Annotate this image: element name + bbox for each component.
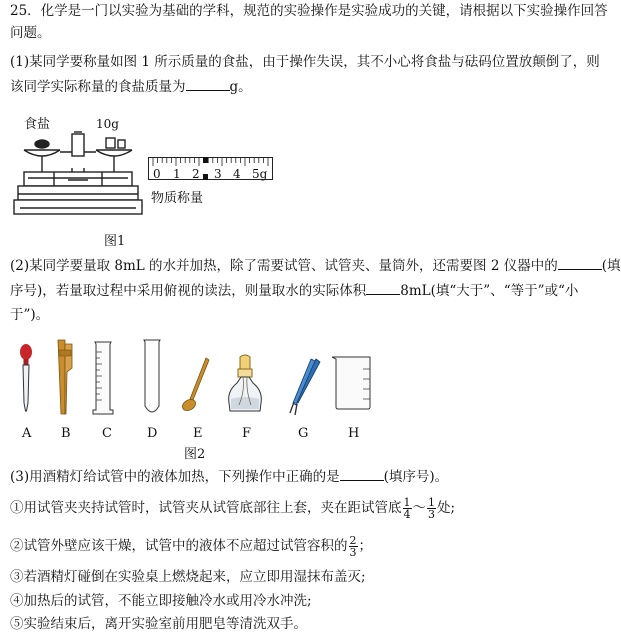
ruler-number-2: 2 <box>192 167 200 181</box>
test-tube-icon <box>141 338 163 418</box>
figure1-caption: 图1 <box>104 234 126 249</box>
question-line-1: 25．化学是一门以实验为基础的学科，规范的实验操作是实验成功的关键，请根据以下实验操作回答 <box>10 3 608 19</box>
part3-answer-blank[interactable] <box>340 466 384 481</box>
figure2-caption: 图2 <box>184 447 206 462</box>
fraction-denominator: 3 <box>428 508 435 521</box>
option-1-tilde: ～ <box>412 500 426 516</box>
fraction-one-quarter <box>403 497 412 520</box>
fraction-one-third <box>427 497 436 520</box>
salt-label: 食盐 <box>24 117 51 132</box>
balance-illustration <box>14 128 144 220</box>
part1-text-before: 该同学实际称量的食盐质量为 <box>10 79 186 95</box>
instrument-label-f: F <box>242 426 252 441</box>
option-1 <box>10 497 600 520</box>
instrument-label-e: E <box>193 426 203 441</box>
instrument-label-c: C <box>102 426 112 441</box>
ruler-number-5g: 5g <box>252 167 268 181</box>
part1-answer-blank[interactable] <box>186 76 230 91</box>
instrument-label-b: B <box>61 426 71 441</box>
part2-text-2: (填 <box>601 258 621 274</box>
beaker-icon <box>330 353 374 411</box>
part1-text-after: g。 <box>229 79 252 95</box>
ruler-caption: 物质称量 <box>151 191 204 206</box>
fraction-numerator: 1 <box>403 496 411 509</box>
option-1-text: ①用试管夹夹持试管时，试管夹从试管底部往上套，夹在距试管底 <box>10 500 402 516</box>
option-2 <box>10 535 600 558</box>
part2-line-2 <box>10 280 600 302</box>
question-line-2: 问题。 <box>10 25 51 41</box>
ruler-number-4: 4 <box>233 167 241 181</box>
instrument-label-a: A <box>22 426 32 441</box>
part2-answer-blank-1[interactable] <box>558 255 602 270</box>
graduated-cylinder-icon <box>91 340 115 416</box>
dropper-icon <box>17 343 35 413</box>
medicine-spoon-icon <box>181 356 211 416</box>
ruler-number-0: 0 <box>153 167 161 181</box>
instrument-label-g: G <box>298 426 309 441</box>
part2-line-1 <box>10 255 621 277</box>
crucible-tongs-icon <box>286 357 322 417</box>
part1-line-2 <box>10 76 600 98</box>
part2-text-4: 8mL(填“大于”、“等于”或“小 <box>400 283 579 299</box>
part3-line-1 <box>10 466 600 488</box>
fraction-numerator: 2 <box>349 534 357 547</box>
fraction-denominator: 4 <box>403 508 411 521</box>
part2-text-1: (2)某同学要量取 8mL 的水并加热，除了需要试管、试管夹、量筒外，还需要图 2 仪器中的 <box>10 258 558 274</box>
option-2-end: ； <box>358 538 372 554</box>
part1-line-1: (1)某同学要称量如图 1 所示质量的食盐，由于操作失误，其不小心将食盐与砝码位置放颠倒了，则 <box>10 54 600 70</box>
part2-answer-blank-2[interactable] <box>366 280 400 295</box>
fraction-numerator: 1 <box>428 496 435 509</box>
part2-line-3: 于”)。 <box>10 307 50 323</box>
part3-text-1: (3)用酒精灯给试管中的液体加热，下列操作中正确的是 <box>10 469 340 485</box>
fraction-two-thirds <box>349 535 358 558</box>
ruler-number-1: 1 <box>173 167 181 181</box>
fraction-denominator: 3 <box>349 546 357 559</box>
instrument-label-h: H <box>348 426 360 441</box>
option-4: ④加热后的试管，不能立即接触冷水或用冷水冲洗; <box>10 593 312 609</box>
option-2-text: ②试管外壁应该干燥，试管中的液体不应超过试管容积的 <box>10 538 348 554</box>
option-1-end: 处; <box>437 500 456 516</box>
option-5: ⑤实验结束后，离开实验室前用肥皂等清洗双手。 <box>10 616 307 632</box>
part3-text-2: (填序号)。 <box>383 469 449 485</box>
weight-label: 10g <box>96 117 119 131</box>
instrument-label-d: D <box>147 426 158 441</box>
alcohol-lamp-icon <box>225 355 265 415</box>
test-tube-clamp-icon <box>54 338 76 416</box>
option-3: ③若酒精灯碰倒在实验桌上燃烧起来，应立即用湿抹布盖灭; <box>10 569 366 585</box>
ruler-number-3: 3 <box>214 167 222 181</box>
part2-text-3: 序号)，若量取过程中采用俯视的读法，则量取水的实际体积 <box>10 283 367 299</box>
